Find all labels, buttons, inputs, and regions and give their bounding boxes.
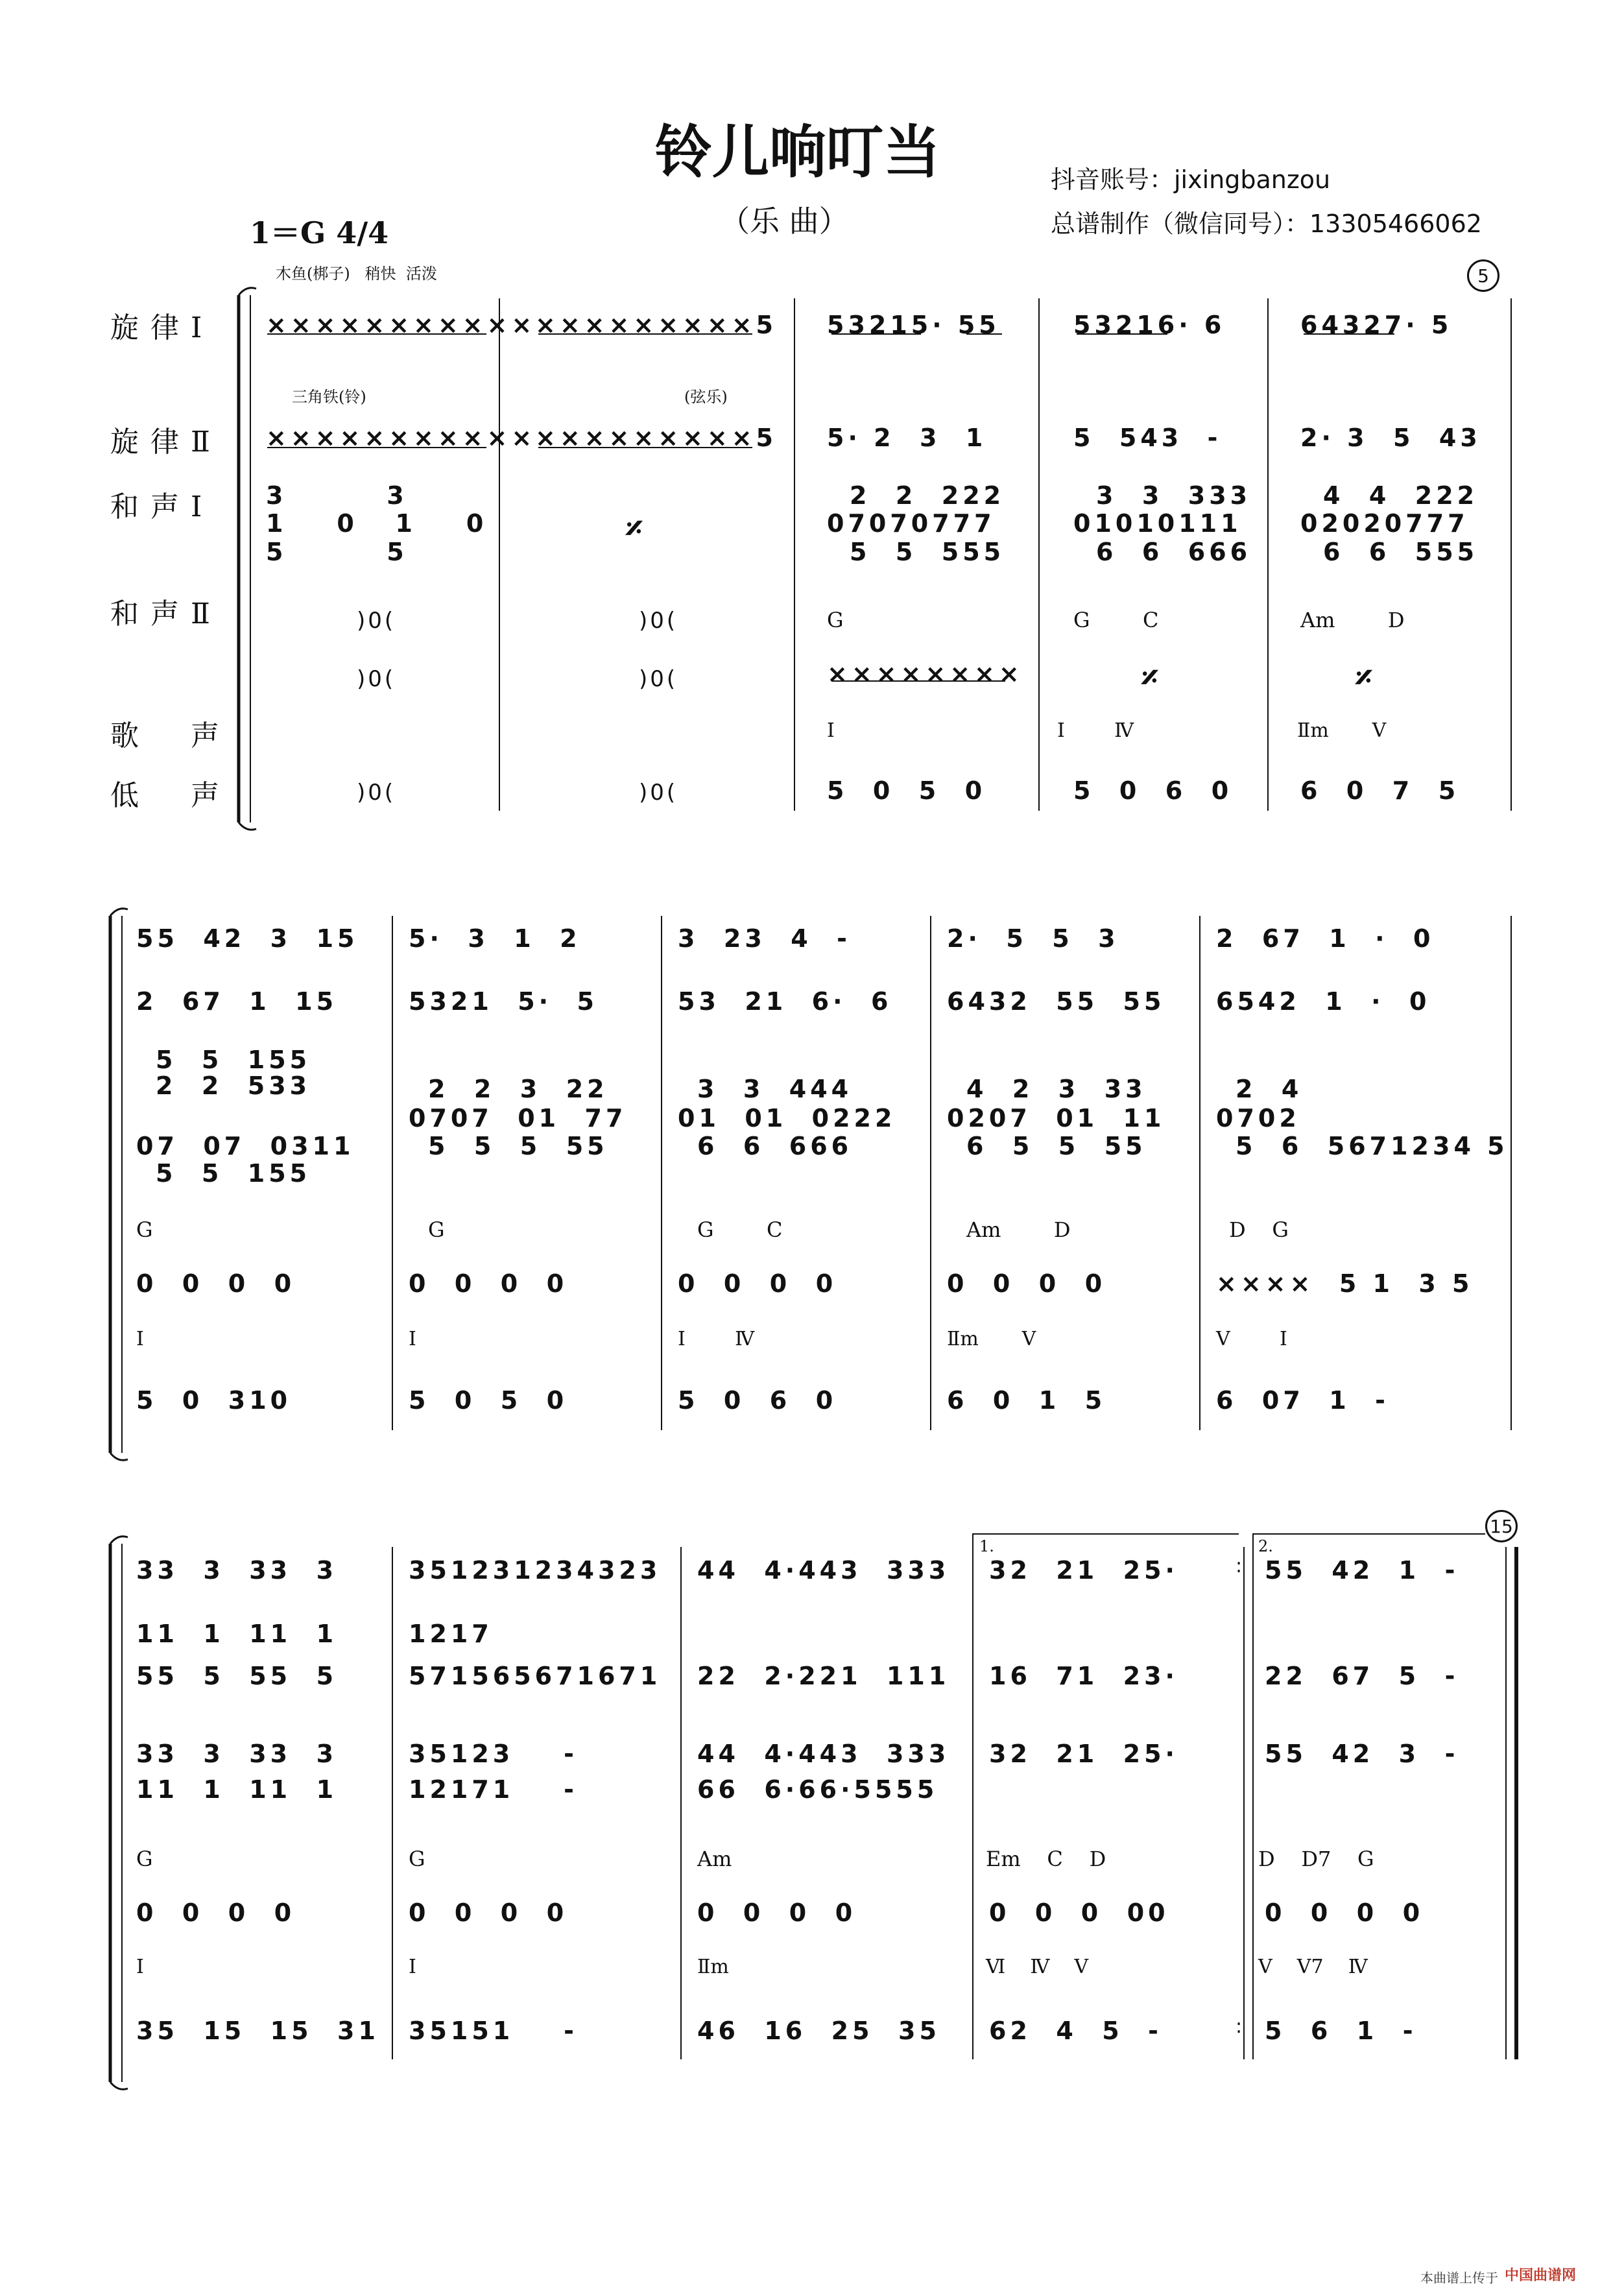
s3-m3-chord: Am xyxy=(697,1847,732,1871)
s3-m2-melody2b: 571565671671 xyxy=(409,1662,662,1690)
s3-m4-chord: Em C D xyxy=(986,1847,1106,1871)
s3-m1-bass: 35 15 15 31 xyxy=(136,2017,379,2045)
s3-m2-h1b: 12171 - xyxy=(409,1775,578,1804)
s3-m2-h2: 0 0 0 0 xyxy=(409,1898,568,1927)
s1-m4-bass: 5 0 6 0 xyxy=(1073,776,1233,805)
s2-m4-melody2: 6432 55 55 xyxy=(947,987,1165,1016)
s1-m5-bass: 6 0 7 5 xyxy=(1300,776,1460,805)
s3-m3-h2: 0 0 0 0 xyxy=(697,1898,857,1927)
s3-m2-roman: Ⅰ xyxy=(409,1956,416,1978)
part-name-melody1: 旋律Ⅰ xyxy=(110,311,214,344)
s3-m1-chord: G xyxy=(136,1847,153,1871)
s1-m4-h2b-repeat: 𝄎 xyxy=(1141,659,1158,698)
s2-m1-h1-b: 2 2 533 xyxy=(156,1072,311,1100)
s3-m1-h2: 0 0 0 0 xyxy=(136,1898,296,1927)
measure-number-5: 5 xyxy=(1467,259,1499,292)
s3-m4-melody2b: 16 71 23· xyxy=(989,1662,1178,1690)
footer-site-logo: 中国曲谱网 xyxy=(1505,2268,1577,2284)
part-name-harmony1: 和声Ⅰ xyxy=(110,490,214,523)
s3-m5-bass: 5 6 1 - xyxy=(1265,2017,1417,2045)
s1-m2-melody2: ×××××××××5 xyxy=(535,424,777,452)
s1-m5-melody1: 64327· 5 xyxy=(1300,311,1453,339)
s2-m2-chord: G xyxy=(428,1217,445,1242)
s1-m1-melody2: ××××××××××× xyxy=(266,424,536,452)
s2-m4-bass: 6 0 1 5 xyxy=(947,1386,1106,1415)
s2-m3-bass: 5 0 6 0 xyxy=(678,1386,837,1415)
s3-m2-melody1: 351231234323 xyxy=(409,1556,662,1585)
s1-m2-bass: )0( xyxy=(639,780,678,806)
s1-m3-melody1: 53215· 55 xyxy=(827,311,1000,339)
s1-m4-melody1: 53216· 6 xyxy=(1073,311,1226,339)
s2-m5-roman: Ⅴ Ⅰ xyxy=(1216,1328,1287,1350)
s1-m3-bass: 5 0 5 0 xyxy=(827,776,986,805)
s2-m4-melody1: 2· 5 5 3 xyxy=(947,924,1119,953)
s2-m2-h1-c: 0707 01 77 xyxy=(409,1104,627,1132)
s2-m4-h1-d: 6 5 5 55 xyxy=(966,1132,1147,1160)
s1-m5-h1-mid: 02020777 xyxy=(1300,509,1469,538)
s3-m3-melody1: 44 4·443 333 xyxy=(697,1556,950,1585)
s1-m1-melody1: ××××××××××× xyxy=(266,311,536,339)
repeat-dots-upper: : xyxy=(1236,1555,1243,1577)
s3-m1-melody2a: 11 1 11 1 xyxy=(136,1620,338,1648)
s1-m3-h1-mid: 07070777 xyxy=(827,509,996,538)
s3-m3-h1a: 44 4·443 333 xyxy=(697,1740,950,1768)
s1-m5-h1-bot: 6 6 555 xyxy=(1323,538,1479,566)
s3-m5-melody2b: 22 67 5 - xyxy=(1265,1662,1459,1690)
s1-m4-melody2: 5 543 - xyxy=(1073,424,1222,452)
s2-m4-h1-b: 4 2 3 33 xyxy=(966,1075,1147,1103)
s3-m4-h1a: 32 21 25· xyxy=(989,1740,1178,1768)
s1-m3-chord: G xyxy=(827,608,844,632)
s3-m3-bass: 46 16 25 35 xyxy=(697,2017,940,2045)
s1-m2-h2b: )0( xyxy=(639,666,678,692)
s3-m1-roman: Ⅰ xyxy=(136,1956,144,1978)
s2-m5-h1-c: 0702 xyxy=(1216,1104,1300,1132)
s1-m5-melody2: 2· 3 5 43 xyxy=(1300,424,1481,452)
s2-m5-melody2: 6542 1 · 0 xyxy=(1216,987,1431,1016)
page-subtitle: （乐 曲） xyxy=(720,204,849,239)
s3-m5-chord: D D7 G xyxy=(1258,1847,1374,1871)
s3-m4-melody1: 32 21 25· xyxy=(989,1556,1178,1585)
s2-m4-roman: Ⅱm Ⅴ xyxy=(947,1328,1036,1350)
s2-m2-bass: 5 0 5 0 xyxy=(409,1386,568,1415)
s1-m1-h1-mid: 1 0 1 0 xyxy=(266,509,488,538)
s3-m4-h2: 0 0 0 00 xyxy=(989,1898,1169,1927)
s2-m5-h1-b: 2 4 xyxy=(1236,1075,1303,1103)
s2-m5-h2: ×××× 5 1 3 5 xyxy=(1216,1269,1474,1298)
s1-m1-h2b: )0( xyxy=(357,666,396,692)
s2-m3-h2: 0 0 0 0 xyxy=(678,1269,837,1298)
s1-m5-roman: Ⅱm Ⅴ xyxy=(1297,719,1387,742)
system2-bracket xyxy=(110,909,128,1461)
measure-number-15: 15 xyxy=(1485,1510,1518,1542)
credit-account: 抖音账号：jixingbanzou xyxy=(1051,165,1331,194)
s1-m3-h1-top: 2 2 222 xyxy=(850,481,1005,510)
s2-m2-roman: Ⅰ xyxy=(409,1328,416,1350)
part-name-voice: 歌声 xyxy=(110,719,271,752)
s3-m3-roman: Ⅱm xyxy=(697,1956,729,1978)
s1-m3-melody2: 5· 2 3 1 xyxy=(827,424,987,452)
s2-m2-h1-d: 5 5 5 55 xyxy=(428,1132,608,1160)
s2-m2-h2: 0 0 0 0 xyxy=(409,1269,568,1298)
s3-m5-h2: 0 0 0 0 xyxy=(1265,1898,1424,1927)
footer-upload-text: 本曲谱上传于 xyxy=(1420,2270,1498,2286)
s2-m1-h1-d: 07 07 0311 xyxy=(136,1132,355,1160)
s2-m3-h1-c: 01 01 0222 xyxy=(678,1104,896,1132)
s2-m1-h1-e: 5 5 155 xyxy=(156,1159,311,1188)
s2-m3-chord: G C xyxy=(697,1217,783,1242)
credit-maker: 总谱制作（微信同号）：13305466062 xyxy=(1051,210,1482,238)
volta-1-label: 1. xyxy=(979,1537,994,1555)
s2-m5-melody1: 2 67 1 · 0 xyxy=(1216,924,1435,953)
s3-m2-h1a: 35123 - xyxy=(409,1740,578,1768)
s2-m2-melody2: 5321 5· 5 xyxy=(409,987,598,1016)
s3-m1-melody1: 33 3 33 3 xyxy=(136,1556,338,1585)
s2-m5-chord: D G xyxy=(1229,1217,1289,1242)
volta-brackets xyxy=(973,1534,1485,1550)
s1-m5-chord: Am D xyxy=(1300,608,1405,632)
part-name-melody2: 旋律Ⅱ xyxy=(110,425,222,459)
s1-m3-h1-bot: 5 5 555 xyxy=(850,538,1005,566)
s1-m1-h1-top: 3 3 xyxy=(266,481,408,510)
s3-m2-bass: 35151 - xyxy=(409,2017,578,2045)
s1-m1-h1-bot: 5 5 xyxy=(266,538,408,566)
s1-m5-h2b-repeat: 𝄎 xyxy=(1355,659,1372,698)
s1-m2-melody1: ×××××××××5 xyxy=(535,311,777,339)
page-title: 铃儿响叮当 xyxy=(655,118,941,186)
s1-m2-h2a: )0( xyxy=(639,608,678,634)
s3-m1-h1b: 11 1 11 1 xyxy=(136,1775,338,1804)
s3-m2-melody2a: 1217 xyxy=(409,1620,493,1648)
s1-m2-h1-repeat: 𝄎 xyxy=(626,510,643,549)
s3-m5-h1a: 55 42 3 - xyxy=(1265,1740,1459,1768)
s2-m3-h1-b: 3 3 444 xyxy=(697,1075,853,1103)
s1-m4-h1-top: 3 3 333 xyxy=(1096,481,1252,510)
s3-m4-bass: 62 4 5 - xyxy=(989,2017,1162,2045)
s1-m5-h1-top: 4 4 222 xyxy=(1323,481,1479,510)
s3-m1-melody2b: 55 5 55 5 xyxy=(136,1662,338,1690)
s2-m3-melody1: 3 23 4 - xyxy=(678,924,851,953)
s2-m4-h1-c: 0207 01 11 xyxy=(947,1104,1165,1132)
s2-m1-h2: 0 0 0 0 xyxy=(136,1269,296,1298)
system3-bracket xyxy=(110,1537,128,2090)
s1-m4-chord: G C xyxy=(1073,608,1159,632)
s1-m1-bass: )0( xyxy=(357,780,396,806)
s2-m1-melody1: 55 42 3 15 xyxy=(136,924,359,953)
tempo-marking: 木鱼(梆子) 稍快 活泼 xyxy=(276,265,437,283)
s1-m4-h1-bot: 6 6 666 xyxy=(1096,538,1252,566)
s2-m3-melody2: 53 21 6· 6 xyxy=(678,987,892,1016)
key-signature: 1＝G 4/4 xyxy=(250,215,389,250)
s1-m3-h2b: ×××××××× xyxy=(827,660,1023,688)
s3-m5-melody1: 55 42 1 - xyxy=(1265,1556,1459,1585)
s2-m2-melody1: 5· 3 1 2 xyxy=(409,924,581,953)
s2-m1-roman: Ⅰ xyxy=(136,1328,144,1350)
s3-m4-roman: Ⅵ Ⅳ Ⅴ xyxy=(986,1956,1089,1978)
s2-m5-bass: 6 07 1 - xyxy=(1216,1386,1389,1415)
s1-m1-h2a: )0( xyxy=(357,608,396,634)
s2-m3-h1-d: 6 6 666 xyxy=(697,1132,853,1160)
s3-m3-melody2b: 22 2·221 111 xyxy=(697,1662,950,1690)
annotation-triangle: 三角铁(铃) xyxy=(292,388,366,406)
s3-m3-h1b: 66 6·66·5555 xyxy=(697,1775,938,1804)
s1-m4-h1-mid: 01010111 xyxy=(1073,509,1242,538)
s1-m3-roman: Ⅰ xyxy=(827,719,835,742)
repeat-dots-lower: : xyxy=(1236,2015,1243,2038)
part-name-bass: 低声 xyxy=(110,779,271,812)
part-name-harmony2: 和声Ⅱ xyxy=(110,597,222,630)
s2-m1-melody2: 2 67 1 15 xyxy=(136,987,338,1016)
s3-m2-chord: G xyxy=(409,1847,425,1871)
volta-2-label: 2. xyxy=(1258,1537,1273,1555)
s2-m2-h1-b: 2 2 3 22 xyxy=(428,1075,608,1103)
s2-m1-bass: 5 0 310 xyxy=(136,1386,292,1415)
s2-m1-h1-a: 5 5 155 xyxy=(156,1046,311,1074)
s1-m4-roman: Ⅰ Ⅳ xyxy=(1057,719,1134,742)
annotation-strings: (弦乐) xyxy=(684,388,728,406)
s3-m5-roman: Ⅴ Ⅴ7 Ⅳ xyxy=(1258,1956,1368,1978)
s2-m3-roman: Ⅰ Ⅳ xyxy=(678,1328,755,1350)
s3-m1-h1a: 33 3 33 3 xyxy=(136,1740,338,1768)
s2-m5-h1-d: 5 6 5671234 5 xyxy=(1236,1132,1509,1160)
s2-m4-chord: Am D xyxy=(966,1217,1071,1242)
s2-m1-chord: G xyxy=(136,1217,153,1242)
s2-m4-h2: 0 0 0 0 xyxy=(947,1269,1106,1298)
